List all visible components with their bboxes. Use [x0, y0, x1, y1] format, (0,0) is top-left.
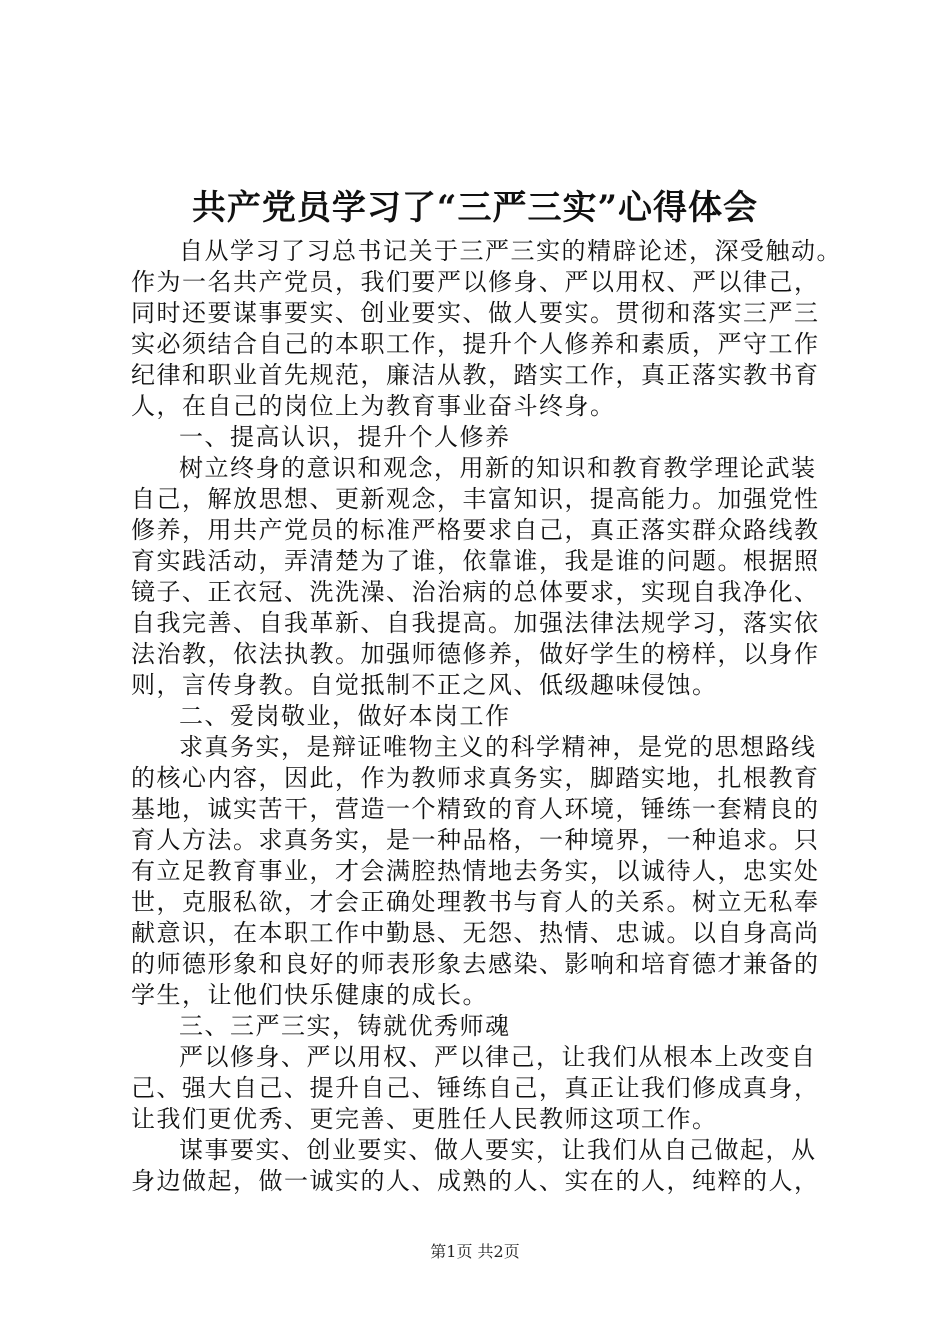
- text-line: 有立足教育事业，才会满腔热情地去务实，以诚待人，忠实处: [131, 857, 820, 885]
- text-line: 自我完善、自我革新、自我提高。加强法律法规学习，落实依: [131, 609, 820, 637]
- text-line: 的师德形象和良好的师表形象去感染、影响和培育德才兼备的: [131, 950, 820, 978]
- text-line: 让我们更优秀、更完善、更胜任人民教师这项工作。: [131, 1105, 718, 1133]
- text-line: 纪律和职业首先规范，廉洁从教，踏实工作，真正落实教书育: [131, 361, 820, 389]
- text-line: 世，克服私欲，才会正确处理教书与育人的关系。树立无私奉: [131, 888, 820, 916]
- text-line: 己、强大自己、提升自己、锤练自己，真正让我们修成真身，: [131, 1074, 820, 1102]
- text-line: 实必须结合自己的本职工作，提升个人修养和素质，严守工作: [131, 330, 820, 358]
- text-line: 身边做起，做一诚实的人、成熟的人、实在的人，纯粹的人，: [131, 1167, 820, 1195]
- text-line: 严以修身、严以用权、严以律己，让我们从根本上改变自: [179, 1043, 817, 1071]
- text-line: 基地，诚实苦干，营造一个精致的育人环境，锤练一套精良的: [131, 795, 820, 823]
- page-footer: 第1页 共2页: [430, 1242, 520, 1261]
- text-line: 的核心内容，因此，作为教师求真务实，脚踏实地，扎根教育: [131, 764, 820, 792]
- text-line: 树立终身的意识和观念，用新的知识和教育教学理论武装: [179, 454, 817, 482]
- text-line: 育人方法。求真务实，是一种品格，一种境界，一种追求。只: [131, 826, 820, 854]
- text-line: 学生，让他们快乐健康的成长。: [131, 981, 488, 1009]
- text-line: 镜子、正衣冠、洗洗澡、治治病的总体要求，实现自我净化、: [131, 578, 820, 606]
- text-line: 同时还要谋事要实、创业要实、做人要实。贯彻和落实三严三: [131, 299, 820, 327]
- document-body: [131, 236, 842, 1197]
- text-line: 人，在自己的岗位上为教育事业奋斗终身。: [131, 392, 616, 420]
- text-line: 三、三严三实，铸就优秀师魂: [179, 1012, 511, 1040]
- text-line: 二、爱岗敬业，做好本岗工作: [179, 702, 511, 730]
- document-title: 共产党员学习了“三严三实”心得体会: [191, 188, 759, 228]
- text-line: 一、提高认识，提升个人修养: [179, 423, 511, 451]
- text-line: 则，言传身教。自觉抵制不正之风、低级趣味侵蚀。: [131, 671, 718, 699]
- text-line: 献意识，在本职工作中勤恳、无怨、热情、忠诚。以自身高尚: [131, 919, 820, 947]
- text-line: 谋事要实、创业要实、做人要实，让我们从自己做起，从: [179, 1136, 817, 1164]
- text-line: 自从学习了习总书记关于三严三实的精辟论述，深受触动。: [179, 237, 842, 265]
- text-line: 育实践活动，弄清楚为了谁，依靠谁，我是谁的问题。根据照: [131, 547, 820, 575]
- text-line: 作为一名共产党员，我们要严以修身、严以用权、严以律己，: [131, 268, 820, 296]
- text-line: 求真务实，是辩证唯物主义的科学精神，是党的思想路线: [179, 733, 817, 761]
- text-line: 法治教，依法执教。加强师德修养，做好学生的榜样，以身作: [131, 640, 820, 668]
- text-line: 修养，用共产党员的标准严格要求自己，真正落实群众路线教: [131, 516, 820, 544]
- text-line: 自己，解放思想、更新观念，丰富知识，提高能力。加强党性: [131, 485, 820, 513]
